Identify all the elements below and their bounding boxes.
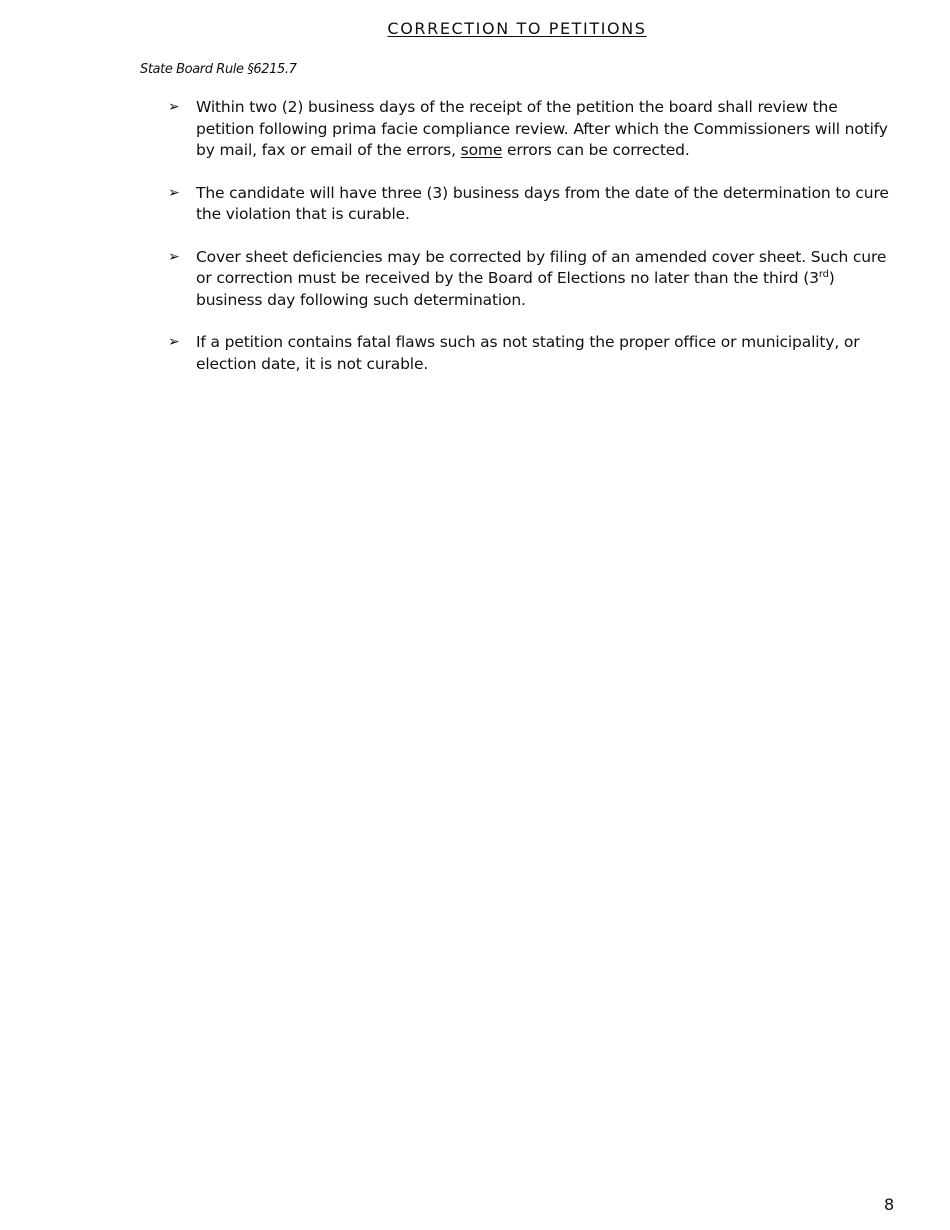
bullet-text-part: The candidate will have three (3) business days from the date of the determination to cure the violation that is curable. (196, 183, 889, 223)
arrowhead-bullet-icon: ➢ (168, 334, 180, 350)
bullet-text-part: Within two (2) business days of the receipt of the petition the board shall review the petition following prima facie compliance review. After which the Commissioners will notify by mail, fax or email of the errors, (196, 98, 888, 159)
bullet-text-part: ) business day following such determination. (196, 269, 835, 309)
arrowhead-bullet-icon: ➢ (168, 99, 180, 115)
list-item (168, 332, 898, 375)
list-item (168, 97, 898, 162)
underlined-word: some (460, 141, 503, 159)
rule-reference: State Board Rule §6215.7 (140, 62, 297, 77)
bullet-list (168, 97, 898, 396)
list-item (168, 247, 898, 312)
bullet-text-part: Cover sheet deficiencies may be corrected by filing of an amended cover sheet. Such cure or correction must be received by the Board of Elections no later than the third (3 (196, 247, 887, 287)
page-number: 8 (884, 1195, 895, 1214)
page-title: CORRECTION TO PETITIONS (387, 19, 647, 38)
bullet-text-part: If a petition contains fatal flaws such as not stating the proper office or municipality, or election date, it is not curable. (196, 333, 860, 373)
bullet-text-part: errors can be corrected. (502, 141, 690, 159)
ordinal-superscript: rd (818, 268, 829, 280)
list-item (168, 183, 898, 226)
arrowhead-bullet-icon: ➢ (168, 248, 180, 265)
arrowhead-bullet-icon: ➢ (168, 184, 180, 201)
